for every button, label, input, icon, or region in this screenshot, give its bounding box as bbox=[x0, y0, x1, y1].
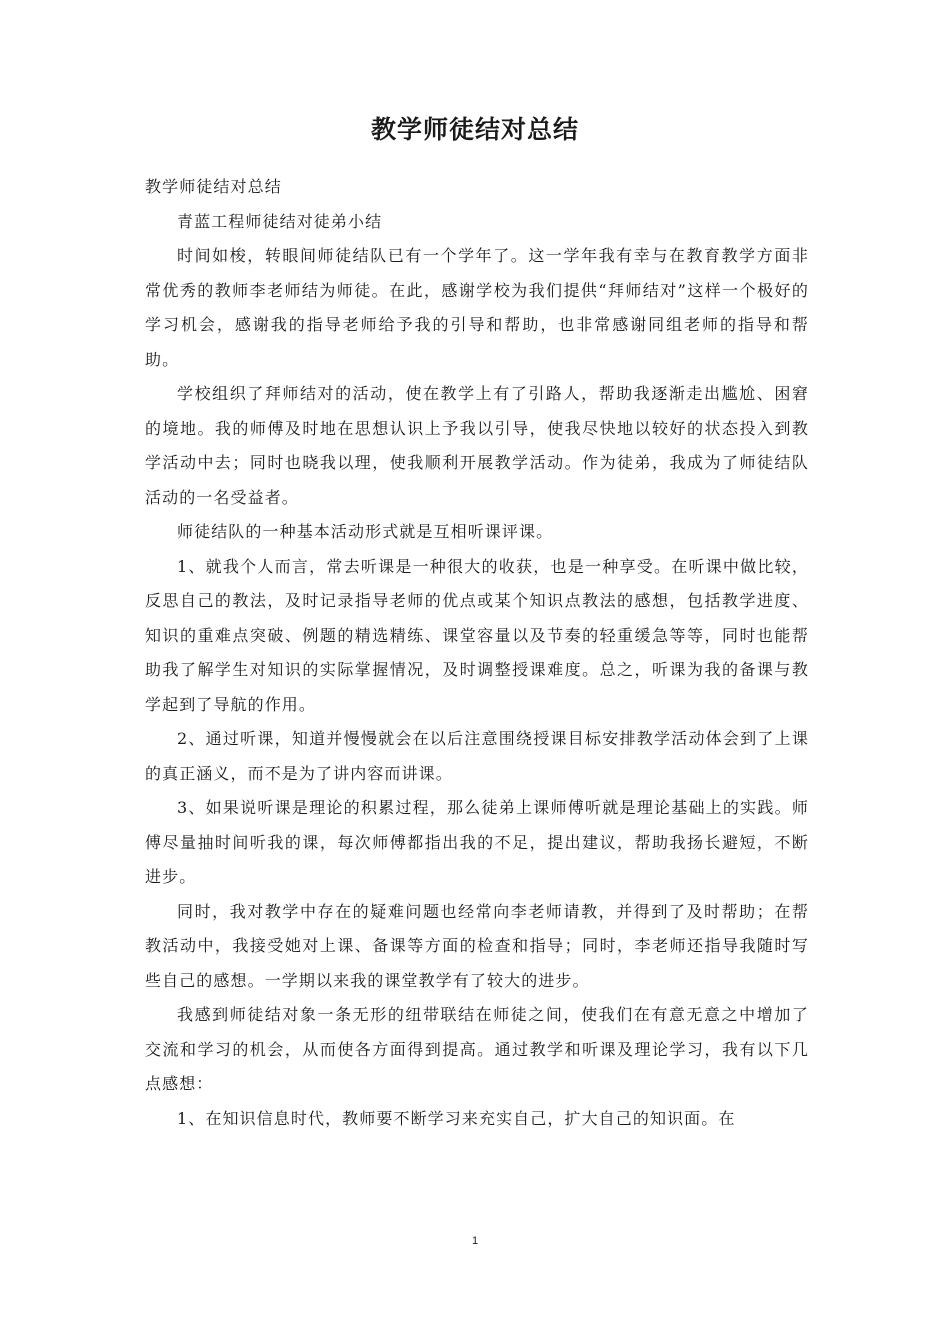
paragraph: 2、通过听课，知道并慢慢就会在以后注意围绕授课目标安排教学活动体会到了上课的真正涵义，而不是为了讲内容而讲课。 bbox=[145, 729, 809, 783]
paragraph-subtitle: 教学师徒结对总结 bbox=[145, 177, 282, 196]
paragraph: 我感到师徒结对象一条无形的纽带联结在师徒之间，使我们在有意无意之中增加了交流和学习的机会，从而使各方面得到提高。通过教学和听课及理论学习，我有以下几点感想： bbox=[145, 1005, 809, 1093]
paragraph: 3、如果说听课是理论的积累过程，那么徒弟上课师傅听就是理论基础上的实践。师傅尽量抽时间听我的课，每次师傅都指出我的不足，提出建议，帮助我扬长避短，不断进步。 bbox=[145, 798, 809, 886]
paragraph: 1、在知识信息时代，教师要不断学习来充实自己，扩大自己的知识面。在 bbox=[177, 1108, 736, 1128]
paragraph: 时间如梭，转眼间师徒结队已有一个学年了。这一学年我有幸与在教育教学方面非常优秀的教师李老师结为师徒。在此，感谢学校为我们提供“拜师结对”这样一个极好的学习机会，感谢我的指导老师给予我的引导和帮助，也非常感谢同组老师的指导和帮助。 bbox=[145, 246, 809, 369]
paragraph: 同时，我对教学中存在的疑难问题也经常向李老师请教，并得到了及时帮助；在帮教活动中，我接受她对上课、备课等方面的检查和指导；同时，李老师还指导我随时写些自己的感想。一学期以来我的课堂教学有了较大的进步。 bbox=[145, 901, 809, 990]
paragraph: 师徒结队的一种基本活动形式就是互相听课评课。 bbox=[177, 522, 554, 541]
document-title: 教学师徒结对总结 bbox=[370, 115, 579, 144]
page-number: 1 bbox=[471, 1235, 479, 1247]
document-body bbox=[145, 170, 809, 1136]
paragraph: 学校组织了拜师结对的活动，使在教学上有了引路人，帮助我逐渐走出尴尬、困窘的境地。我的师傅及时地在思想认识上予我以引导，使我尽快地以较好的状态投入到教学活动中去；同时也晓我以理，使我顺利开展教学活动。作为徒弟，我成为了师徒结队活动的一名受益者。 bbox=[145, 384, 809, 507]
paragraph-heading: 青蓝工程师徒结对徒弟小结 bbox=[177, 211, 383, 231]
paragraph: 1、就我个人而言，常去听课是一种很大的收获，也是一种享受。在听课中做比较，反思自己的教法，及时记录指导老师的优点或某个知识点教法的感想，包括教学进度、知识的重难点突破、例题的精选精练、课堂容量以及节奏的轻重缓急等等，同时也能帮助我了解学生对知识的实际掌握情况，及时调整授课难度。总之，听课为我的备课与教学起到了导航的作用。 bbox=[145, 556, 809, 714]
